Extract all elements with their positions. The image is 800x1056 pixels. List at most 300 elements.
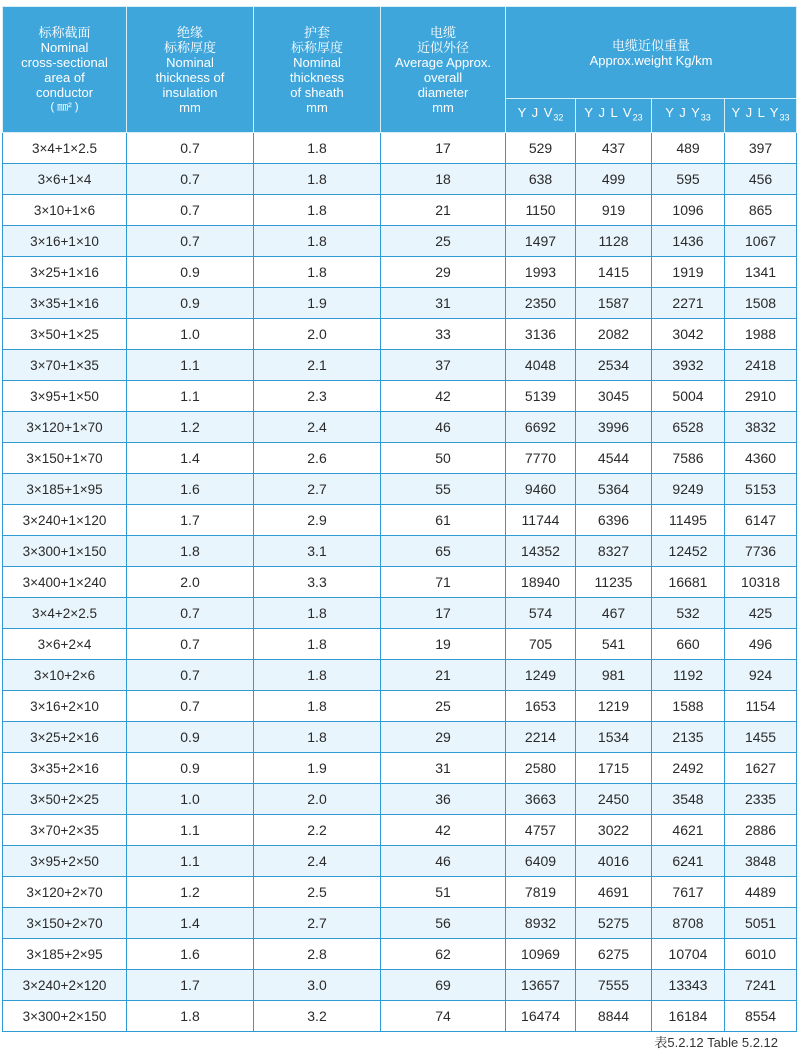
cell-weight-yjv32: 16474 [506, 1001, 576, 1032]
header-sheath-en-1: Nominal [293, 54, 341, 70]
cell-insulation: 0.9 [127, 753, 254, 784]
cell-sheath: 2.4 [254, 412, 381, 443]
cell-weight-yjy33: 6241 [652, 846, 725, 877]
cell-section: 3×185+1×95 [3, 474, 127, 505]
table-row [3, 288, 797, 319]
header-diameter-en-1: Average Approx. [395, 54, 491, 70]
cell-weight-yjly33: 8554 [725, 1001, 797, 1032]
cell-diameter: 31 [381, 288, 506, 319]
cell-section: 3×95+1×50 [3, 381, 127, 412]
cell-diameter: 17 [381, 133, 506, 164]
header-diameter-en-4: mm [432, 99, 454, 115]
cell-section: 3×95+2×50 [3, 846, 127, 877]
header-section-en-4: conductor [35, 84, 94, 100]
cable-weight-table [2, 6, 797, 1032]
cell-section: 3×6+1×4 [3, 164, 127, 195]
weight-col-label: Y J V [517, 105, 554, 121]
weight-col-sub: 32 [553, 112, 564, 123]
cell-sheath: 3.2 [254, 1001, 381, 1032]
cell-insulation: 0.7 [127, 195, 254, 226]
cell-section: 3×35+2×16 [3, 753, 127, 784]
cell-insulation: 1.6 [127, 939, 254, 970]
header-section-en-1: Nominal [40, 39, 89, 55]
cell-sheath: 1.8 [254, 226, 381, 257]
cell-weight-yjv32: 10969 [506, 939, 576, 970]
cell-weight-yjv32: 8932 [506, 908, 576, 939]
weight-col-label: Y J L V [584, 105, 633, 121]
cell-insulation: 1.8 [127, 1001, 254, 1032]
cell-insulation: 1.7 [127, 505, 254, 536]
cell-sheath: 1.8 [254, 257, 381, 288]
table-row [3, 691, 797, 722]
cell-weight-yjy33: 5004 [652, 381, 725, 412]
table-row [3, 1001, 797, 1032]
cell-weight-yjly33: 2910 [725, 381, 797, 412]
cell-diameter: 55 [381, 474, 506, 505]
cell-weight-yjly33: 4360 [725, 443, 797, 474]
cell-section: 3×16+2×10 [3, 691, 127, 722]
weight-col-sub: 33 [700, 112, 711, 123]
header-insulation [127, 7, 254, 133]
cell-section: 3×300+1×150 [3, 536, 127, 567]
cell-weight-yjly33: 7736 [725, 536, 797, 567]
cell-weight-yjv32: 13657 [506, 970, 576, 1001]
cell-insulation: 1.6 [127, 474, 254, 505]
cell-weight-yjy33: 8708 [652, 908, 725, 939]
cell-weight-yjv32: 4048 [506, 350, 576, 381]
cell-insulation: 0.9 [127, 257, 254, 288]
header-weight-zh: 电缆近似重量 [612, 37, 691, 53]
cell-weight-yjlv23: 2082 [576, 319, 652, 350]
cell-weight-yjly33: 1988 [725, 319, 797, 350]
cell-weight-yjlv23: 2450 [576, 784, 652, 815]
table-row [3, 629, 797, 660]
cell-insulation: 0.7 [127, 133, 254, 164]
cell-section: 3×240+2×120 [3, 970, 127, 1001]
table-row [3, 908, 797, 939]
cell-weight-yjy33: 9249 [652, 474, 725, 505]
cell-insulation: 1.1 [127, 350, 254, 381]
table-row [3, 195, 797, 226]
cell-weight-yjly33: 456 [725, 164, 797, 195]
cell-weight-yjv32: 1497 [506, 226, 576, 257]
cell-section: 3×35+1×16 [3, 288, 127, 319]
table-row [3, 660, 797, 691]
table-row [3, 350, 797, 381]
cell-weight-yjlv23: 8844 [576, 1001, 652, 1032]
cell-section: 3×240+1×120 [3, 505, 127, 536]
cell-weight-yjly33: 6147 [725, 505, 797, 536]
cell-weight-yjy33: 2492 [652, 753, 725, 784]
cell-weight-yjly33: 7241 [725, 970, 797, 1001]
cell-weight-yjy33: 2135 [652, 722, 725, 753]
cell-weight-yjlv23: 981 [576, 660, 652, 691]
cell-section: 3×150+2×70 [3, 908, 127, 939]
cell-insulation: 0.7 [127, 164, 254, 195]
cell-sheath: 1.9 [254, 753, 381, 784]
cell-weight-yjlv23: 3022 [576, 815, 652, 846]
cell-weight-yjv32: 14352 [506, 536, 576, 567]
cell-weight-yjv32: 6692 [506, 412, 576, 443]
cell-weight-yjv32: 705 [506, 629, 576, 660]
cell-weight-yjv32: 2214 [506, 722, 576, 753]
cell-diameter: 25 [381, 226, 506, 257]
cell-weight-yjy33: 4621 [652, 815, 725, 846]
cell-weight-yjv32: 18940 [506, 567, 576, 598]
cell-section: 3×50+2×25 [3, 784, 127, 815]
cell-diameter: 29 [381, 257, 506, 288]
cell-insulation: 0.9 [127, 722, 254, 753]
cell-weight-yjlv23: 919 [576, 195, 652, 226]
cell-sheath: 2.3 [254, 381, 381, 412]
cell-weight-yjlv23: 6396 [576, 505, 652, 536]
header-sheath-en-2: thickness [289, 69, 345, 85]
table-row [3, 784, 797, 815]
cell-weight-yjv32: 7819 [506, 877, 576, 908]
cell-section: 3×150+1×70 [3, 443, 127, 474]
table-row [3, 381, 797, 412]
cell-weight-yjly33: 4489 [725, 877, 797, 908]
table-row [3, 939, 797, 970]
cell-weight-yjv32: 1993 [506, 257, 576, 288]
cell-weight-yjlv23: 2534 [576, 350, 652, 381]
header-weight-col-yjy33 [652, 99, 725, 133]
cell-weight-yjlv23: 3045 [576, 381, 652, 412]
cell-insulation: 1.7 [127, 970, 254, 1001]
cell-diameter: 71 [381, 567, 506, 598]
cell-sheath: 2.6 [254, 443, 381, 474]
cell-weight-yjly33: 425 [725, 598, 797, 629]
cell-weight-yjy33: 1588 [652, 691, 725, 722]
header-weight-en: Approx.weight Kg/km [589, 52, 713, 68]
header-section-en-3: area of [44, 69, 85, 85]
cell-insulation: 0.7 [127, 598, 254, 629]
cell-sheath: 1.8 [254, 691, 381, 722]
header-sheath-en-3: of sheath [290, 84, 344, 100]
header-diameter [381, 7, 506, 133]
cell-diameter: 51 [381, 877, 506, 908]
cell-diameter: 21 [381, 195, 506, 226]
cell-section: 3×6+2×4 [3, 629, 127, 660]
cell-weight-yjlv23: 6275 [576, 939, 652, 970]
cell-weight-yjly33: 1508 [725, 288, 797, 319]
cell-weight-yjv32: 1249 [506, 660, 576, 691]
cable-spec-sheet [2, 6, 796, 1032]
cell-weight-yjly33: 1154 [725, 691, 797, 722]
cell-weight-yjy33: 1436 [652, 226, 725, 257]
cell-diameter: 69 [381, 970, 506, 1001]
cell-sheath: 2.9 [254, 505, 381, 536]
cell-weight-yjv32: 529 [506, 133, 576, 164]
cell-weight-yjly33: 1067 [725, 226, 797, 257]
cell-weight-yjv32: 3663 [506, 784, 576, 815]
cell-weight-yjly33: 5051 [725, 908, 797, 939]
cell-sheath: 2.2 [254, 815, 381, 846]
cell-weight-yjlv23: 5275 [576, 908, 652, 939]
cell-insulation: 1.0 [127, 784, 254, 815]
table-row [3, 412, 797, 443]
table-row [3, 505, 797, 536]
table-row [3, 133, 797, 164]
cell-weight-yjly33: 2418 [725, 350, 797, 381]
cell-weight-yjy33: 16184 [652, 1001, 725, 1032]
cell-weight-yjlv23: 1534 [576, 722, 652, 753]
cell-weight-yjly33: 3848 [725, 846, 797, 877]
cell-diameter: 36 [381, 784, 506, 815]
cell-weight-yjlv23: 5364 [576, 474, 652, 505]
cell-sheath: 2.0 [254, 319, 381, 350]
cell-diameter: 42 [381, 381, 506, 412]
cell-insulation: 1.4 [127, 908, 254, 939]
cell-diameter: 46 [381, 846, 506, 877]
cell-section: 3×10+1×6 [3, 195, 127, 226]
cell-sheath: 1.8 [254, 660, 381, 691]
cell-sheath: 3.0 [254, 970, 381, 1001]
table-header [3, 7, 797, 133]
header-insulation-zh-2: 标称厚度 [163, 39, 216, 55]
cell-diameter: 29 [381, 722, 506, 753]
header-insulation-zh-1: 绝缘 [176, 24, 203, 40]
cell-weight-yjy33: 12452 [652, 536, 725, 567]
cell-diameter: 17 [381, 598, 506, 629]
cell-sheath: 1.9 [254, 288, 381, 319]
table-row [3, 815, 797, 846]
cell-weight-yjy33: 1096 [652, 195, 725, 226]
cell-weight-yjy33: 2271 [652, 288, 725, 319]
cell-diameter: 65 [381, 536, 506, 567]
cell-section: 3×4+2×2.5 [3, 598, 127, 629]
cell-weight-yjy33: 11495 [652, 505, 725, 536]
header-insulation-en-1: Nominal [166, 54, 214, 70]
header-weight-col-yjlv23 [576, 99, 652, 133]
header-sheath-en-4: mm [306, 99, 328, 115]
cell-diameter: 18 [381, 164, 506, 195]
cell-diameter: 62 [381, 939, 506, 970]
cell-weight-yjv32: 2350 [506, 288, 576, 319]
cell-weight-yjv32: 1653 [506, 691, 576, 722]
header-insulation-en-2: thickness of [155, 69, 225, 85]
cell-sheath: 2.1 [254, 350, 381, 381]
cell-sheath: 1.8 [254, 195, 381, 226]
header-section [3, 7, 127, 133]
cell-sheath: 1.8 [254, 133, 381, 164]
cell-weight-yjly33: 397 [725, 133, 797, 164]
table-row [3, 474, 797, 505]
cell-weight-yjy33: 1919 [652, 257, 725, 288]
table-row [3, 753, 797, 784]
cell-weight-yjly33: 1627 [725, 753, 797, 784]
header-diameter-en-2: overall [423, 69, 463, 85]
table-row [3, 567, 797, 598]
cell-weight-yjly33: 2886 [725, 815, 797, 846]
header-diameter-zh-1: 电缆 [429, 24, 456, 40]
cell-weight-yjlv23: 1128 [576, 226, 652, 257]
header-section-zh: 标称截面 [38, 24, 91, 40]
cell-sheath: 1.8 [254, 629, 381, 660]
table-row [3, 536, 797, 567]
cell-diameter: 31 [381, 753, 506, 784]
cell-weight-yjv32: 2580 [506, 753, 576, 784]
header-section-en-2: cross-sectional [21, 54, 108, 70]
cell-section: 3×10+2×6 [3, 660, 127, 691]
table-row [3, 598, 797, 629]
cell-weight-yjly33: 6010 [725, 939, 797, 970]
cell-diameter: 42 [381, 815, 506, 846]
cell-weight-yjy33: 3548 [652, 784, 725, 815]
cell-weight-yjlv23: 7555 [576, 970, 652, 1001]
header-weight-col-yjv32 [506, 99, 576, 133]
header-weight-col-yjly33 [725, 99, 797, 133]
cell-insulation: 1.1 [127, 381, 254, 412]
cell-weight-yjv32: 9460 [506, 474, 576, 505]
cell-weight-yjy33: 595 [652, 164, 725, 195]
cell-sheath: 2.5 [254, 877, 381, 908]
table-row [3, 443, 797, 474]
cell-weight-yjly33: 2335 [725, 784, 797, 815]
cell-weight-yjy33: 489 [652, 133, 725, 164]
table-row [3, 226, 797, 257]
header-weight [506, 7, 797, 99]
cell-sheath: 2.8 [254, 939, 381, 970]
cell-weight-yjv32: 6409 [506, 846, 576, 877]
table-row [3, 970, 797, 1001]
cell-insulation: 0.7 [127, 226, 254, 257]
table-caption: 表5.2.12 Table 5.2.12 [654, 1035, 778, 1050]
weight-col-sub: 23 [632, 112, 643, 123]
cell-sheath: 2.7 [254, 474, 381, 505]
cell-weight-yjy33: 7617 [652, 877, 725, 908]
cell-insulation: 1.4 [127, 443, 254, 474]
cell-insulation: 0.7 [127, 691, 254, 722]
header-sheath-zh-1: 护套 [303, 24, 330, 40]
cell-weight-yjy33: 16681 [652, 567, 725, 598]
header-insulation-en-4: mm [179, 99, 201, 115]
header-diameter-en-3: diameter [417, 84, 469, 100]
cell-sheath: 2.7 [254, 908, 381, 939]
cell-weight-yjv32: 638 [506, 164, 576, 195]
cell-section: 3×300+2×150 [3, 1001, 127, 1032]
cell-weight-yjy33: 532 [652, 598, 725, 629]
cell-insulation: 0.7 [127, 629, 254, 660]
cell-insulation: 0.9 [127, 288, 254, 319]
cell-section: 3×70+1×35 [3, 350, 127, 381]
cell-weight-yjlv23: 4691 [576, 877, 652, 908]
cell-insulation: 1.1 [127, 846, 254, 877]
cell-weight-yjlv23: 3996 [576, 412, 652, 443]
cell-weight-yjlv23: 467 [576, 598, 652, 629]
cell-weight-yjv32: 11744 [506, 505, 576, 536]
cell-sheath: 3.1 [254, 536, 381, 567]
cell-diameter: 56 [381, 908, 506, 939]
table-row [3, 846, 797, 877]
cell-weight-yjv32: 1150 [506, 195, 576, 226]
cell-sheath: 1.8 [254, 164, 381, 195]
cell-weight-yjv32: 574 [506, 598, 576, 629]
cell-sheath: 1.8 [254, 598, 381, 629]
cell-diameter: 46 [381, 412, 506, 443]
header-insulation-en-3: insulation [162, 84, 218, 100]
cell-insulation: 1.8 [127, 536, 254, 567]
cell-section: 3×25+1×16 [3, 257, 127, 288]
cell-diameter: 74 [381, 1001, 506, 1032]
cell-weight-yjv32: 5139 [506, 381, 576, 412]
cell-weight-yjv32: 3136 [506, 319, 576, 350]
weight-col-sub: 33 [779, 112, 790, 123]
header-section-unit: ( ㎜² ) [50, 100, 79, 113]
cell-sheath: 3.3 [254, 567, 381, 598]
table-body [3, 133, 797, 1032]
cell-diameter: 37 [381, 350, 506, 381]
cell-diameter: 50 [381, 443, 506, 474]
cell-weight-yjly33: 5153 [725, 474, 797, 505]
cell-weight-yjv32: 4757 [506, 815, 576, 846]
cell-weight-yjly33: 1455 [725, 722, 797, 753]
cell-weight-yjly33: 865 [725, 195, 797, 226]
cell-weight-yjlv23: 1415 [576, 257, 652, 288]
cell-section: 3×4+1×2.5 [3, 133, 127, 164]
cell-weight-yjlv23: 437 [576, 133, 652, 164]
cell-weight-yjly33: 496 [725, 629, 797, 660]
cell-weight-yjlv23: 8327 [576, 536, 652, 567]
cell-weight-yjy33: 13343 [652, 970, 725, 1001]
cell-weight-yjly33: 10318 [725, 567, 797, 598]
cell-weight-yjlv23: 499 [576, 164, 652, 195]
header-sheath-zh-2: 标称厚度 [290, 39, 343, 55]
cell-weight-yjy33: 660 [652, 629, 725, 660]
cell-weight-yjlv23: 1587 [576, 288, 652, 319]
cell-insulation: 1.1 [127, 815, 254, 846]
cell-section: 3×185+2×95 [3, 939, 127, 970]
header-diameter-zh-2: 近似外径 [416, 39, 469, 55]
cell-weight-yjly33: 3832 [725, 412, 797, 443]
header-sheath [254, 7, 381, 133]
cell-section: 3×120+1×70 [3, 412, 127, 443]
cell-diameter: 61 [381, 505, 506, 536]
cell-sheath: 1.8 [254, 722, 381, 753]
cell-weight-yjlv23: 1715 [576, 753, 652, 784]
table-row [3, 257, 797, 288]
cell-weight-yjv32: 7770 [506, 443, 576, 474]
cell-weight-yjly33: 1341 [725, 257, 797, 288]
table-row [3, 877, 797, 908]
table-row [3, 722, 797, 753]
cell-section: 3×400+1×240 [3, 567, 127, 598]
cell-insulation: 1.2 [127, 877, 254, 908]
cell-weight-yjlv23: 1219 [576, 691, 652, 722]
weight-col-label: Y J L Y [731, 105, 780, 121]
cell-diameter: 21 [381, 660, 506, 691]
cell-weight-yjy33: 6528 [652, 412, 725, 443]
cell-weight-yjy33: 1192 [652, 660, 725, 691]
cell-sheath: 2.4 [254, 846, 381, 877]
table-row [3, 319, 797, 350]
cell-sheath: 2.0 [254, 784, 381, 815]
cell-weight-yjlv23: 4544 [576, 443, 652, 474]
cell-section: 3×120+2×70 [3, 877, 127, 908]
cell-insulation: 1.2 [127, 412, 254, 443]
cell-insulation: 2.0 [127, 567, 254, 598]
cell-weight-yjlv23: 4016 [576, 846, 652, 877]
cell-weight-yjy33: 3932 [652, 350, 725, 381]
cell-section: 3×70+2×35 [3, 815, 127, 846]
cell-diameter: 25 [381, 691, 506, 722]
table-row [3, 164, 797, 195]
cell-diameter: 19 [381, 629, 506, 660]
cell-weight-yjy33: 10704 [652, 939, 725, 970]
weight-col-label: Y J Y [665, 105, 701, 121]
cell-section: 3×16+1×10 [3, 226, 127, 257]
cell-weight-yjlv23: 541 [576, 629, 652, 660]
